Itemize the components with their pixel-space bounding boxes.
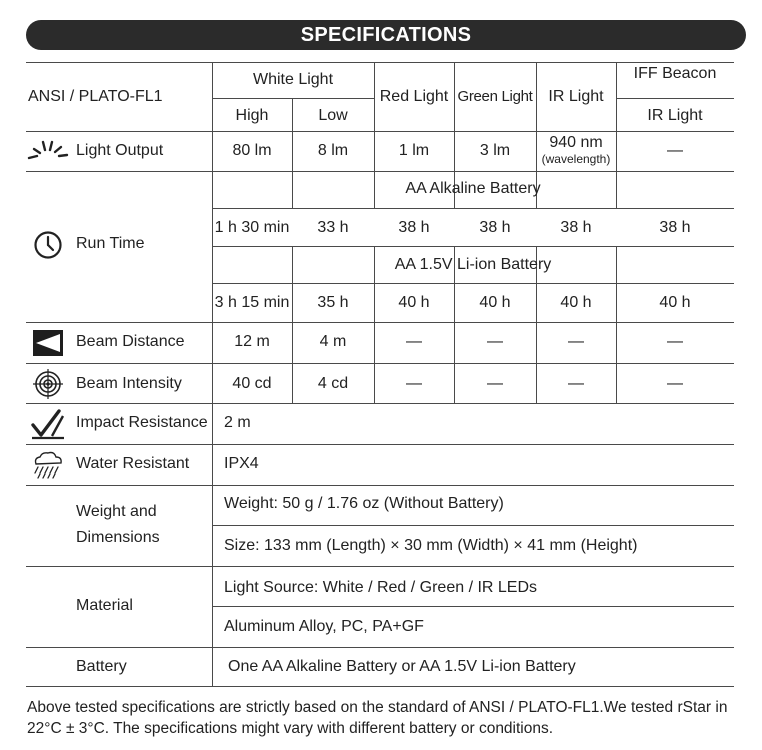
beam-distance-icon <box>33 330 63 356</box>
material-body: Aluminum Alloy, PC, PA+GF <box>224 618 424 635</box>
beam-intensity-label: Beam Intensity <box>76 375 182 392</box>
grid-line <box>26 485 734 486</box>
beam-intensity-red: — <box>406 375 422 392</box>
weight-value: Weight: 50 g / 1.76 oz (Without Battery) <box>224 495 504 512</box>
beam-distance-label: Beam Distance <box>76 333 185 350</box>
battery-value: One AA Alkaline Battery or AA 1.5V Li-ion Battery <box>228 658 576 675</box>
light-output-high: 80 lm <box>232 142 272 159</box>
liion-run-ir: 40 h <box>560 294 592 311</box>
grid-line <box>26 322 734 323</box>
water-resistant-label: Water Resistant <box>76 455 190 472</box>
grid-line <box>26 566 734 567</box>
grid-line <box>212 606 734 607</box>
iff-ir-light-header: IR Light <box>647 107 703 124</box>
water-resistant-value: IPX4 <box>224 455 259 472</box>
impact-resistance-value: 2 m <box>224 414 251 431</box>
red-light-header: Red Light <box>379 88 449 105</box>
grid-line <box>212 246 734 247</box>
grid-line <box>212 98 374 99</box>
green-light-header: Green Light <box>457 88 533 105</box>
light-output-ir: 940 nm <box>549 134 603 151</box>
target-icon <box>33 369 63 399</box>
footnote: Above tested specifications are strictly based on the standard of ANSI / PLATO-FL1.We tested rStar in 22°C ± 3°C. The specifications might vary with different battery or conditions. <box>27 699 728 737</box>
liion-run-low: 35 h <box>317 294 349 311</box>
grid-line <box>26 647 734 648</box>
burst-icon <box>26 138 70 164</box>
beam-distance-low: 4 m <box>319 333 347 350</box>
ir-light-header: IR Light <box>548 88 604 105</box>
white-light-header: White Light <box>252 71 334 88</box>
grid-line <box>26 444 734 445</box>
weight-dimensions-label-line1: Weight and <box>76 503 157 520</box>
alkaline-run-ir: 38 h <box>560 219 592 236</box>
beam-intensity-iff: — <box>667 375 683 392</box>
beam-intensity-green: — <box>487 375 503 392</box>
grid-line <box>212 525 734 526</box>
light-output-label: Light Output <box>76 142 164 159</box>
grid-line <box>26 62 734 63</box>
grid-line <box>26 171 734 172</box>
weight-dimensions-label-line2: Dimensions <box>76 529 160 546</box>
iff-beacon-header: IFF Beacon <box>633 65 717 82</box>
grid-line <box>212 208 734 209</box>
alkaline-run-iff: 38 h <box>659 219 691 236</box>
alkaline-run-high: 1 h 30 min <box>214 219 290 236</box>
grid-line <box>212 283 734 284</box>
alkaline-run-green: 38 h <box>479 219 511 236</box>
specifications-title: SPECIFICATIONS <box>26 20 746 50</box>
light-output-iff: — <box>667 142 683 159</box>
material-light-source: Light Source: White / Red / Green / IR LEDs <box>224 579 538 596</box>
beam-distance-red: — <box>406 333 422 350</box>
beam-intensity-low: 4 cd <box>317 375 349 392</box>
light-output-green: 3 lm <box>479 142 511 159</box>
clock-icon <box>33 230 63 260</box>
alkaline-run-red: 38 h <box>398 219 430 236</box>
impact-resistance-label: Impact Resistance <box>76 414 208 431</box>
grid-line <box>26 363 734 364</box>
run-time-label: Run Time <box>76 235 145 252</box>
liion-run-iff: 40 h <box>659 294 691 311</box>
impact-icon <box>30 408 66 440</box>
rain-icon <box>30 450 66 480</box>
alkaline-battery-title: AA Alkaline Battery <box>405 180 541 197</box>
standard-label: ANSI / PLATO-FL1 <box>28 88 163 105</box>
liion-run-green: 40 h <box>479 294 511 311</box>
alkaline-run-low: 33 h <box>317 219 349 236</box>
light-output-low: 8 lm <box>317 142 349 159</box>
beam-distance-iff: — <box>667 333 683 350</box>
material-label: Material <box>76 597 133 614</box>
beam-distance-green: — <box>487 333 503 350</box>
light-output-red: 1 lm <box>398 142 430 159</box>
grid-line <box>26 403 734 404</box>
beam-distance-ir: — <box>568 333 584 350</box>
battery-label: Battery <box>76 658 127 675</box>
beam-intensity-ir: — <box>568 375 584 392</box>
grid-line <box>26 686 734 687</box>
beam-intensity-high: 40 cd <box>232 375 272 392</box>
light-output-ir-note: (wavelength) <box>541 152 611 166</box>
size-value: Size: 133 mm (Length) × 30 mm (Width) × 41 mm (Height) <box>224 537 638 554</box>
liion-run-high: 3 h 15 min <box>214 294 290 311</box>
liion-battery-title: AA 1.5V Li-ion Battery <box>394 256 552 273</box>
low-header: Low <box>318 107 348 124</box>
liion-run-red: 40 h <box>398 294 430 311</box>
beam-distance-high: 12 m <box>234 333 270 350</box>
grid-line <box>26 131 734 132</box>
high-header: High <box>235 107 269 124</box>
grid-line <box>616 98 734 99</box>
